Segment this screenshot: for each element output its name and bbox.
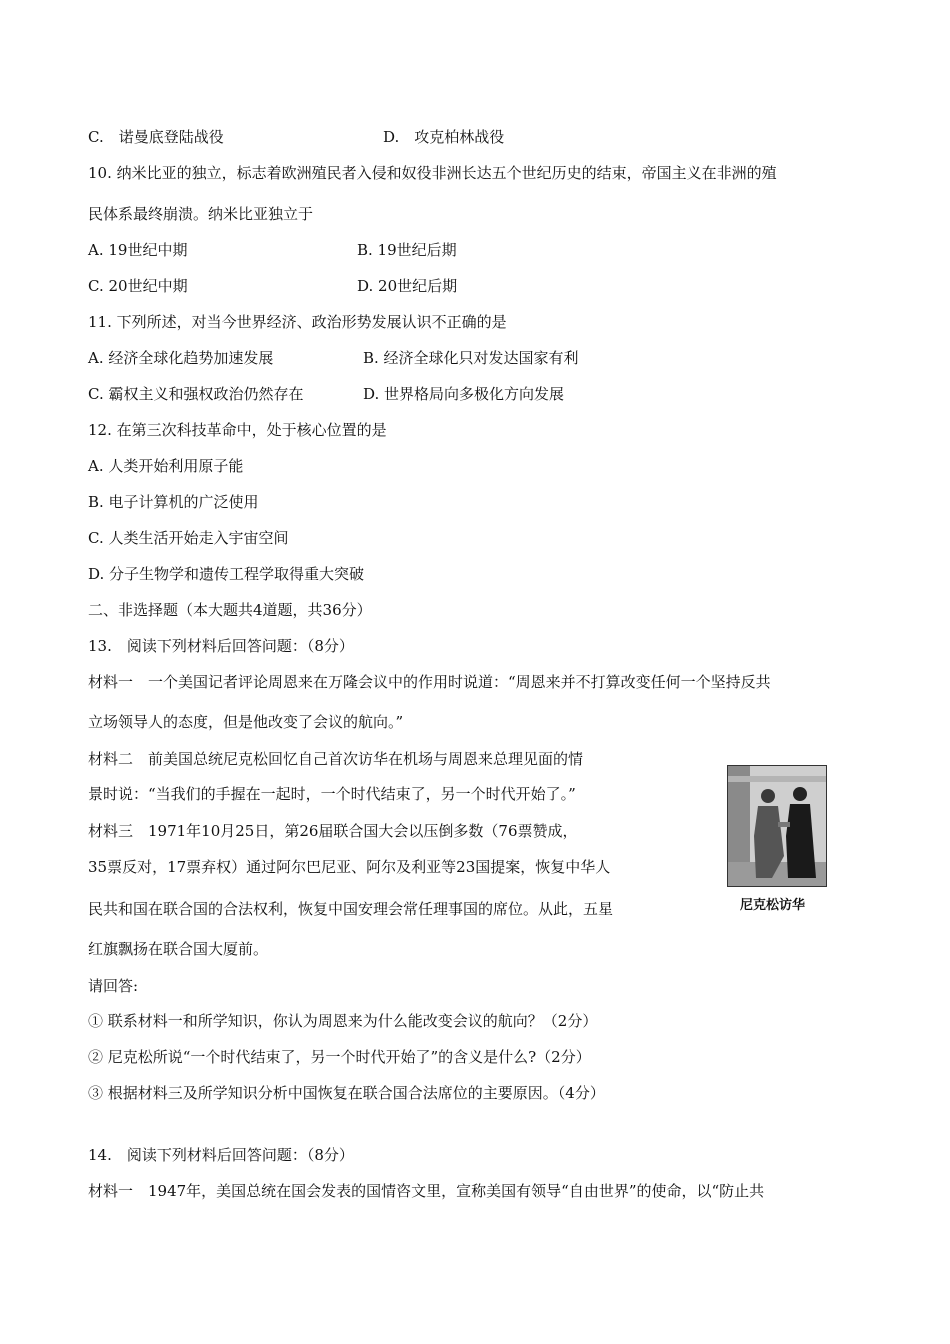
q13-stem: 13. 阅读下列材料后回答问题：（8分） [88,637,354,655]
q12-stem: 12. 在第三次科技革命中，处于核心位置的是 [88,421,387,439]
q11-stem: 11. 下列所述，对当今世界经济、政治形势发展认识不正确的是 [88,313,507,331]
q13-material2-line2: 景时说：“当我们的手握在一起时，一个时代结束了，另一个时代开始了。” [88,785,576,803]
q13-subquestion-1: ① 联系材料一和所学知识，你认为周恩来为什么能改变会议的航向？（2分） [88,1012,598,1030]
q13-material1-line1: 材料一 一个美国记者评论周恩来在万隆会议中的作用时说道：“周恩来并不打算改变任何一个坚持反共 [88,673,771,691]
nixon-visit-photo [727,765,827,887]
q10-option-b: B. 19世纪后期 [357,241,457,259]
q14-stem: 14. 阅读下列材料后回答问题：（8分） [88,1146,354,1164]
q13-subquestion-2: ② 尼克松所说“一个时代结束了，另一个时代开始了”的含义是什么?（2分） [88,1048,591,1066]
section-2-heading: 二、非选择题（本大题共4道题，共36分） [88,601,372,619]
q11-option-d: D. 世界格局向多极化方向发展 [363,385,565,403]
q9-option-d: D. 攻克柏林战役 [383,128,505,146]
q13-subquestion-3: ③ 根据材料三及所学知识分析中国恢复在联合国合法席位的主要原因。（4分） [88,1084,605,1102]
q11-option-c: C. 霸权主义和强权政治仍然存在 [88,385,304,403]
q11-option-a: A. 经济全球化趋势加速发展 [88,349,274,367]
q12-option-c: C. 人类生活开始走入宇宙空间 [88,529,289,547]
q13-material3-line2: 35票反对，17票弃权）通过阿尔巴尼亚、阿尔及利亚等23国提案，恢复中华人 [88,858,611,876]
q13-material3-line3: 民共和国在联合国的合法权利，恢复中国安理会常任理事国的席位。从此，五星 [88,900,614,918]
photo-caption: 尼克松访华 [740,898,806,913]
q13-material2-line1: 材料二 前美国总统尼克松回忆自己首次访华在机场与周恩来总理见面的情 [88,750,584,768]
q12-option-a: A. 人类开始利用原子能 [88,457,244,475]
q13-material3-line1: 材料三 1971年10月25日，第26届联合国大会以压倒多数（76票赞成， [88,822,578,840]
q13-material1-line2: 立场领导人的态度，但是他改变了会议的航向。” [88,713,404,731]
q11-option-b: B. 经济全球化只对发达国家有利 [363,349,579,367]
q10-stem-line1: 10. 纳米比亚的独立，标志着欧洲殖民者入侵和奴役非洲长达五个世纪历史的结束，帝国主义在非洲的殖 [88,164,777,182]
q10-option-c: C. 20世纪中期 [88,277,188,295]
q10-option-d: D. 20世纪后期 [357,277,458,295]
q13-ask: 请回答: [88,977,139,995]
q10-option-a: A. 19世纪中期 [88,241,188,259]
q13-material3-line4: 红旗飘扬在联合国大厦前。 [88,940,269,958]
q12-option-b: B. 电子计算机的广泛使用 [88,493,259,511]
q12-option-d: D. 分子生物学和遗传工程学取得重大突破 [88,565,365,583]
q9-option-c: C. 诺曼底登陆战役 [88,128,224,146]
q14-material1-line1: 材料一 1947年，美国总统在国会发表的国情咨文里，宣称美国有领导“自由世界”的使命，以“防止共 [88,1182,765,1200]
q10-stem-line2: 民体系最终崩溃。纳米比亚独立于 [88,205,314,223]
